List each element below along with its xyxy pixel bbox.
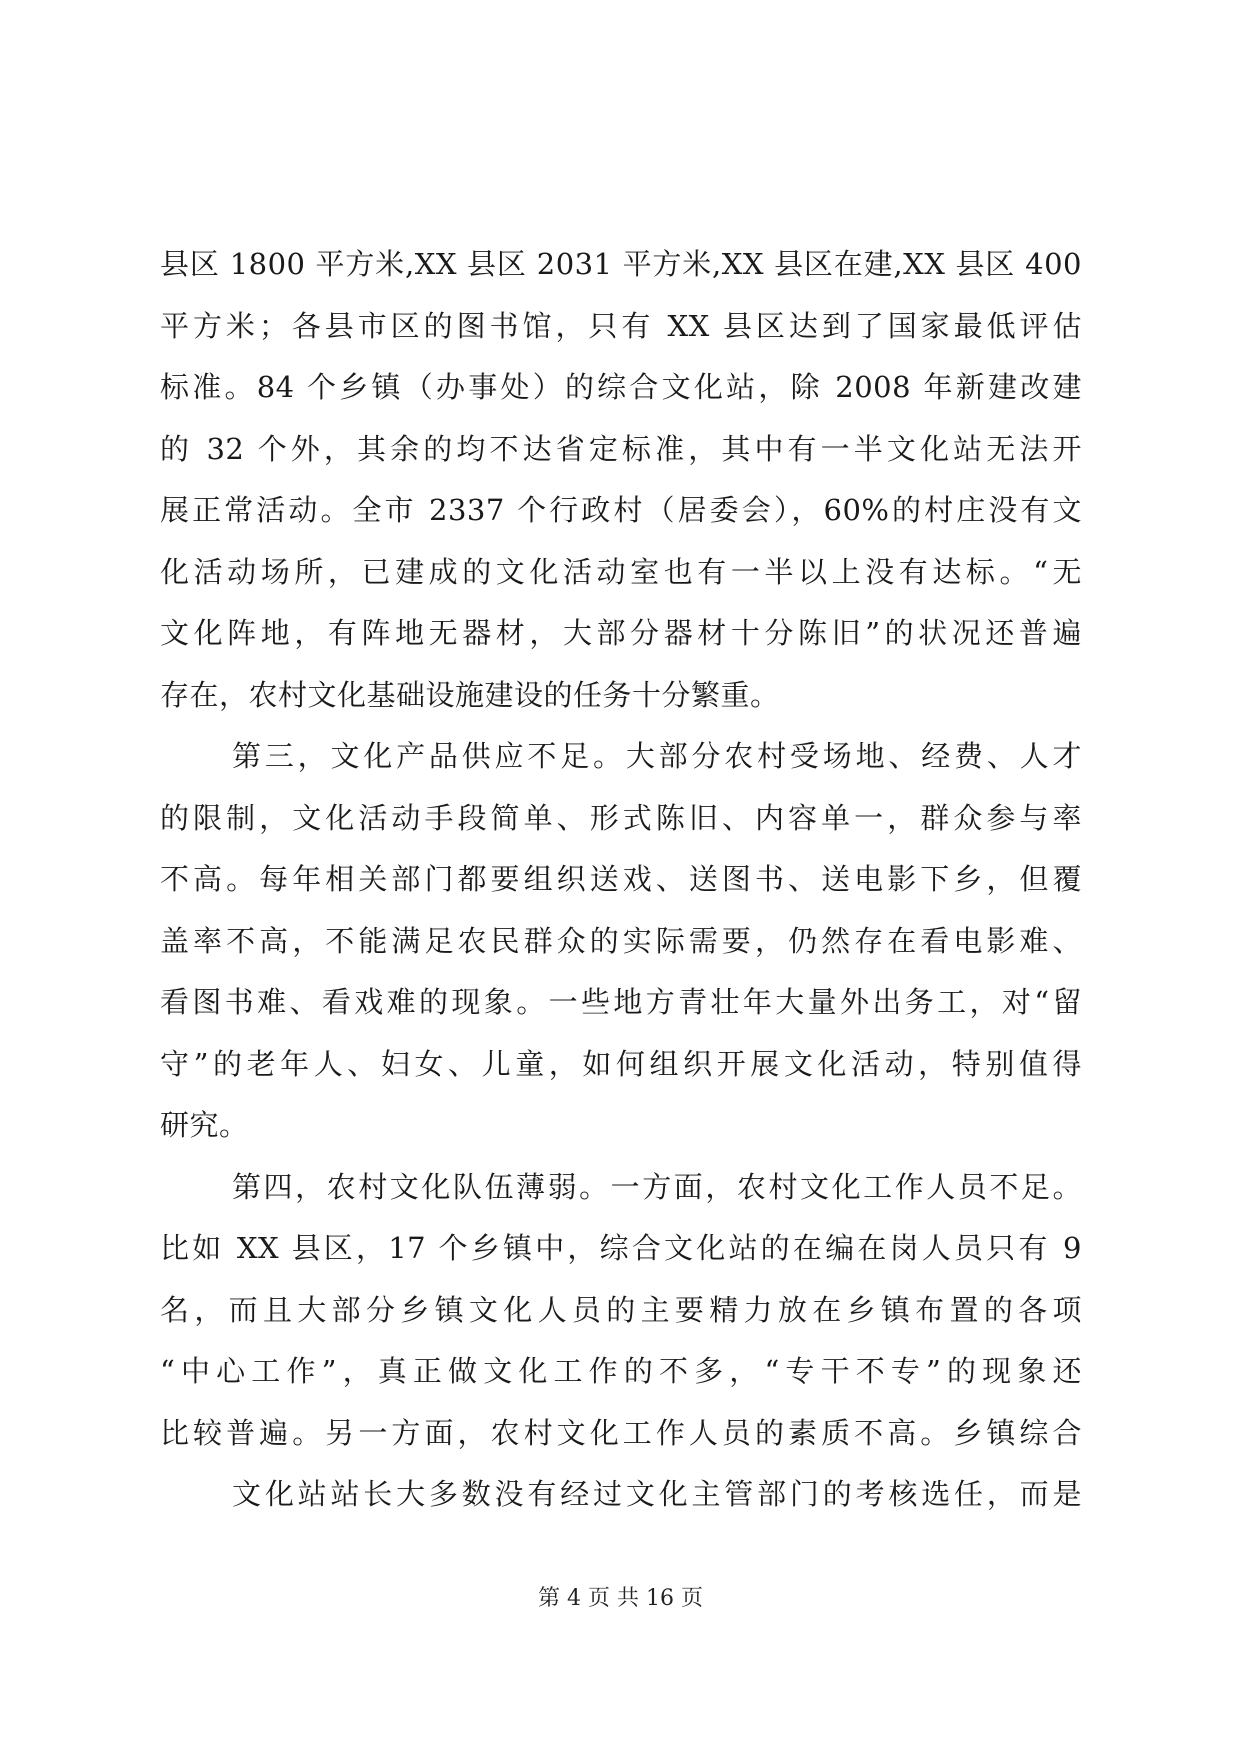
page-number-label: 第 4 页 共 16 页 [538,1586,703,1611]
text-line: 平方米；各县市区的图书馆，只有 XX 县区达到了国家最低评估 [160,308,1082,343]
text-line: “中心工作”，真正做文化工作的不多，“专干不专”的现象还 [160,1354,1082,1388]
page-footer [0,1584,1241,1614]
text-line: 文化站站长大多数没有经过文化主管部门的考核选任，而是 [232,1477,1082,1511]
text-line: 名，而且大部分乡镇文化人员的主要精力放在乡镇布置的各项 [160,1292,1082,1327]
text-line: 化活动场所，已建成的文化活动室也有一半以上没有达标。“无 [160,554,1082,589]
paragraph-start-line: 第四，农村文化队伍薄弱。一方面，农村文化工作人员不足。 [232,1169,1082,1204]
text-line: 看图书难、看戏难的现象。一些地方青壮年大量外出务工，对“留 [160,985,1082,1019]
text-line: 的限制，文化活动手段简单、形式陈旧、内容单一，群众参与率 [160,800,1082,835]
text-line: 守”的老年人、妇女、儿童，如何组织开展文化活动，特别值得 [160,1046,1082,1081]
paragraph-start-line: 第三，文化产品供应不足。大部分农村受场地、经费、人才 [232,739,1082,773]
text-line: 比较普遍。另一方面，农村文化工作人员的素质不高。乡镇综合 [160,1415,1082,1450]
text-line: 不高。每年相关部门都要组织送戏、送图书、送电影下乡，但覆 [160,862,1082,896]
text-line: 盖率不高，不能满足农民群众的实际需要，仍然存在看电影难、 [160,923,1082,958]
text-line: 展正常活动。全市 2337 个行政村（居委会），60%的村庄没有文 [160,493,1082,527]
text-line: 的 32 个外，其余的均不达省定标准，其中有一半文化站无法开 [160,431,1082,466]
text-line: 比如 XX 县区，17 个乡镇中，综合文化站的在编在岗人员只有 9 [160,1231,1082,1265]
document-body [160,234,1082,1526]
text-line: 县区 1800 平方米,XX 县区 2031 平方米,XX 县区在建,XX 县区 400 [160,247,1082,281]
text-line: 研究。 [160,1108,249,1142]
text-line: 存在，农村文化基础设施建设的任务十分繁重。 [160,677,780,712]
text-line: 文化阵地，有阵地无器材，大部分器材十分陈旧”的状况还普遍 [160,616,1082,650]
text-line: 标准。84 个乡镇（办事处）的综合文化站，除 2008 年新建改建 [160,370,1082,404]
